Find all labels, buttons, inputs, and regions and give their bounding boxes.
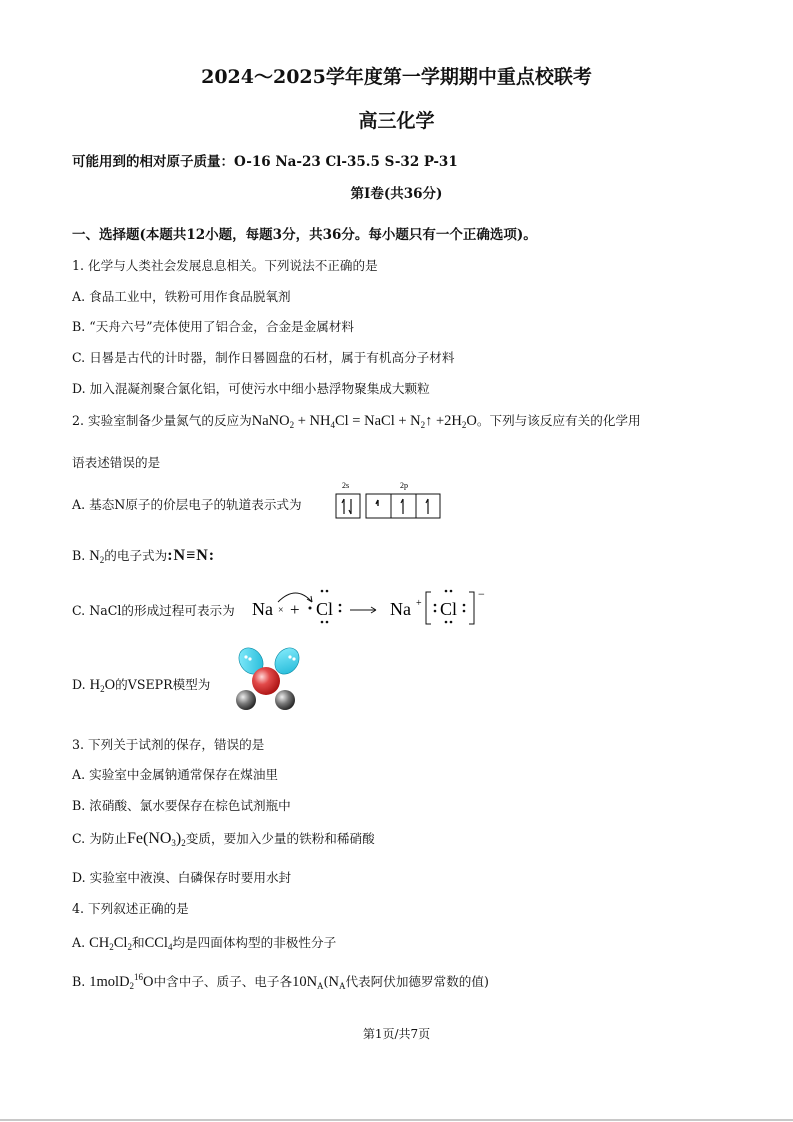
q3-option-a: A. 实验室中金属钠通常保存在煤油里 [72,767,279,782]
q4-option-b: B. 1molD$_2^{16}$O中含中子、质子、电子各$10N_A(N_A$代表阿伏加德罗常数的值) [72,972,489,991]
orbital-2p-label: 2p [400,481,408,490]
svg-text:Cl: Cl [316,599,334,619]
q3-stem: 3. 下列关于试剂的保存，错误的是 [72,737,265,752]
q4-stem: 4. 下列叙述正确的是 [72,901,189,916]
n2-electron-formula: :N≡N: [167,547,216,564]
q2-stem [72,410,641,430]
page-bottom-rule [0,1119,793,1121]
svg-text:Na: Na [390,599,411,619]
q1-stem: 1. 化学与人类社会发展息息相关。下列说法不正确的是 [72,258,378,273]
section-heading: 一、选择题(本题共12小题，每题3分，共36分。每小题只有一个正确选项)。 [72,227,537,243]
q1-option-b: B. “天舟六号”壳体使用了铝合金，合金是金属材料 [72,319,355,334]
q3-option-d: D. 实验室中液溴、白磷保存时要用水封 [72,870,292,885]
q2-stem-suffix: 。下列与该反应有关的化学用 [476,413,641,428]
q2-stem-line2: 语表述错误的是 [72,455,161,470]
atomic-masses: 可能用到的相对原子质量：O-16 Na-23 Cl-35.5 S-32 P-31 [72,154,458,170]
q1-option-a: A. 食品工业中，铁粉可用作食品脱氧剂 [72,289,291,304]
q1-option-d: D. 加入混凝剂聚合氯化铝，可使污水中细小悬浮物聚集成大颗粒 [72,381,430,396]
q2-stem-prefix: 2. 实验室制备少量氮气的反应为 [72,413,252,428]
nacl-formation-diagram [248,584,494,630]
svg-text:×: × [278,605,284,616]
q2-option-b: B. $N_2$的电子式为:N≡N: [72,547,216,565]
svg-text:Cl: Cl [440,599,458,619]
q2-option-d: D. $H_2O$的VSEPR模型为 [72,677,211,694]
q2-option-a: A. 基态N原子的价层电子的轨道表示式为 [72,497,302,512]
h2o-vsepr-model [232,644,304,714]
q2-equation: NaNO$_2$ + $NH_4Cl$ = NaCl + $N_2↑ +2H_2O$ [251,413,477,430]
subject-title: 高三化学 [358,110,435,132]
svg-text:Na: Na [252,599,273,619]
svg-text:+: + [416,598,422,609]
exam-title: 2024～2025学年度第一学期期中重点校联考 [201,66,592,88]
svg-text:−: − [478,587,485,601]
q1-option-c: C. 日晷是古代的计时器，制作日晷圆盘的石材，属于有机高分子材料 [72,350,455,365]
q4-option-a: A. $CH_2Cl_2$和CCl$_4$均是四面体构型的非极性分子 [72,935,337,952]
svg-text:+: + [290,600,300,619]
q2-option-c: C. NaCl的形成过程可表示为 [72,603,235,618]
orbital-diagram [334,478,444,522]
q3-option-b: B. 浓硝酸、氯水要保存在棕色试剂瓶中 [72,798,291,813]
q3-option-c: C. 为防止$Fe(NO_3)_2$变质，要加入少量的铁粉和稀硝酸 [72,830,375,848]
volume-heading: 第Ⅰ卷(共36分) [350,186,443,202]
page-number: 第1页/共7页 [362,1027,431,1041]
orbital-2s-label: 2s [342,481,350,490]
